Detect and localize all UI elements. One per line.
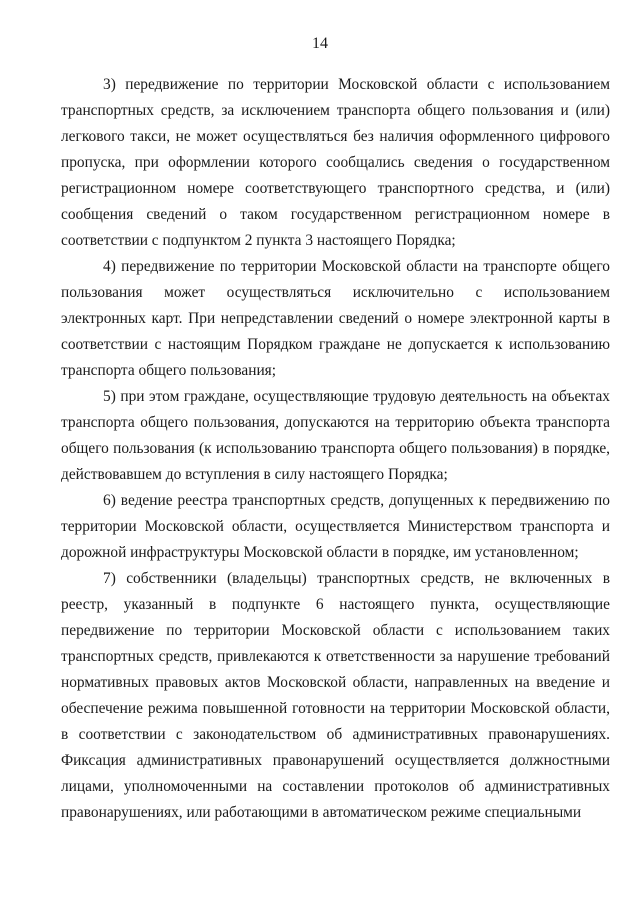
paragraph-item-3: 3) передвижение по территории Московской области с использованием транспортных средств, за исключением транспорта общего пользования и (или) легкового такси, не может осуществляться без наличия оформленного цифрового пропуска, при оформлении которого сообщались сведения о государственном регистрационном номере соответствующего транспортного средства, и (или) сообщения сведений о таком государственном регистрационном номере в соответствии с подпунктом 2 пункта 3 настоящего Порядка; [61,76,610,249]
page-number: 14 [312,35,328,52]
document-body [61,72,610,826]
paragraph-item-6: 6) ведение реестра транспортных средств, допущенных к передвижению по территории Московской области, осуществляется Министерством транспорта и дорожной инфраструктуры Московской области в порядке, им установленном; [61,492,610,561]
paragraph-item-7: 7) собственники (владельцы) транспортных средств, не включенных в реестр, указанный в подпункте 6 настоящего пункта, осуществляющие передвижение по территории Московской области с использованием таких транспортных средств, привлекаются к ответственности за нарушение требований нормативных правовых актов Московской области, направленных на введение и обеспечение режима повышенной готовности на территории Московской области, в соответствии с законодательством об административных правонарушениях. Фиксация административных правонарушений осуществляется должностными лицами, уполномоченными на составлении протоколов об административных правонарушениях, или работающими в автоматическом режиме специальными [61,570,610,821]
paragraph-item-4: 4) передвижение по территории Московской области на транспорте общего пользования может осуществляться исключительно с использованием электронных карт. При непредставлении сведений о номере электронной карты в соответствии с настоящим Порядком граждане не допускается к использованию транспорта общего пользования; [61,258,610,379]
paragraph-item-5: 5) при этом граждане, осуществляющие трудовую деятельность на объектах транспорта общего пользования, допускаются на территорию объекта транспорта общего пользования (к использованию транспорта общего пользования) в порядке, действовавшем до вступления в силу настоящего Порядка; [61,388,610,483]
